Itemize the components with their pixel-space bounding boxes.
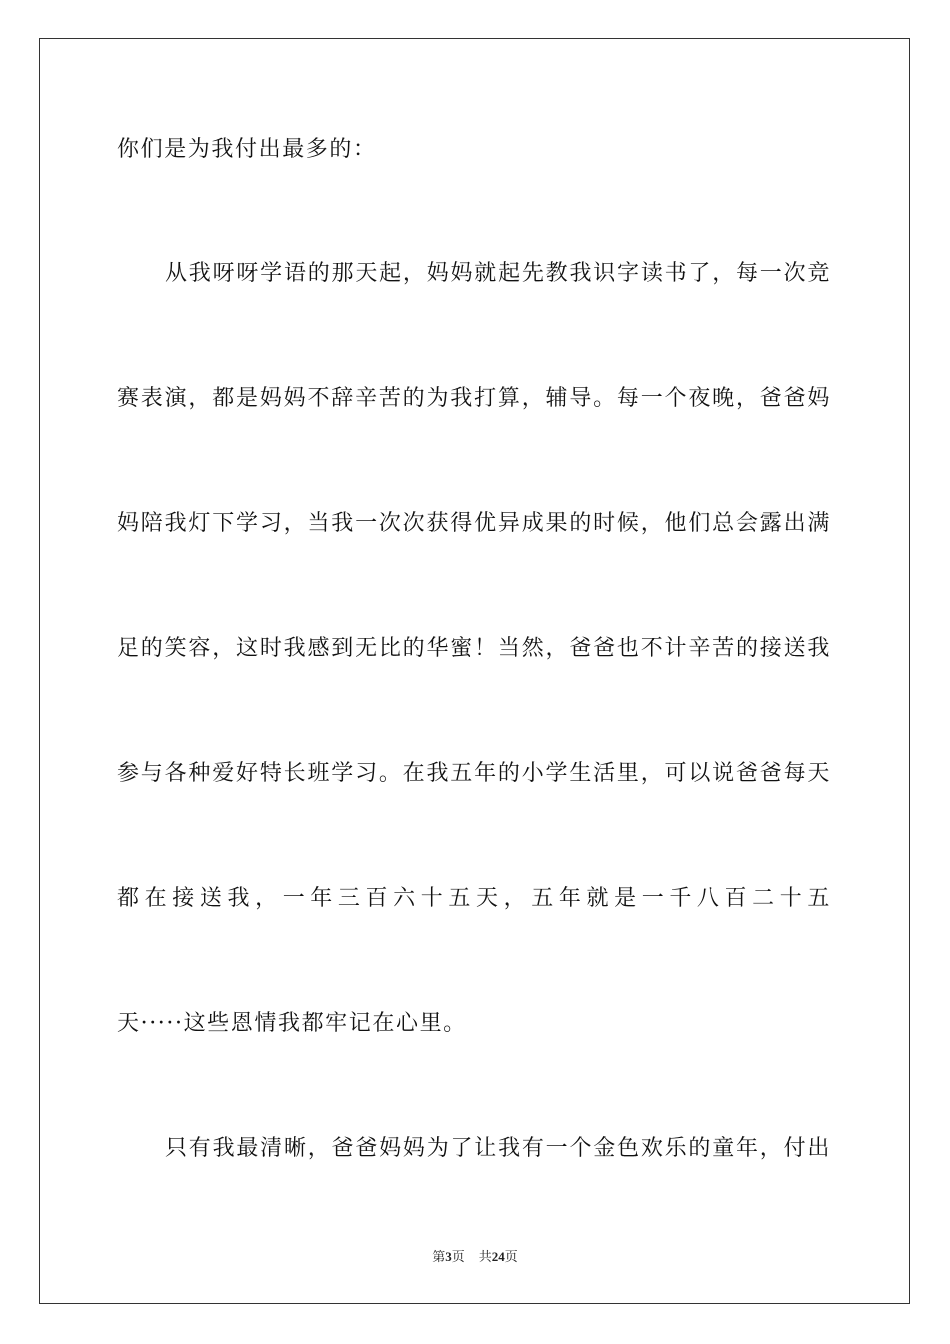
text-line-2: 从我呀呀学语的那天起，妈妈就起先教我识字读书了，每一次竞 (165, 261, 831, 286)
text-line-9: 只有我最清晰，爸爸妈妈为了让我有一个金色欢乐的童年，付出 (165, 1136, 831, 1161)
page-prefix: 第 (432, 1249, 446, 1264)
page-suffix: 页 (451, 1249, 465, 1264)
text-line-8: 天·····这些恩情我都牢记在心里。 (117, 1011, 467, 1036)
text-line-7: 都在接送我，一年三百六十五天，五年就是一千八百二十五 (117, 886, 831, 911)
text-line-3: 赛表演，都是妈妈不辞辛苦的为我打算，辅导。每一个夜晚，爸爸妈 (117, 386, 831, 411)
page-footer (0, 1248, 950, 1266)
text-line-1: 你们是为我付出最多的： (117, 137, 377, 162)
page-border (39, 38, 910, 1304)
text-line-4: 妈陪我灯下学习，当我一次次获得优异成果的时候，他们总会露出满 (117, 511, 831, 536)
total-prefix: 共 (478, 1249, 492, 1264)
page-number: 3 (445, 1249, 452, 1264)
total-pages: 24 (491, 1249, 505, 1264)
total-suffix: 页 (504, 1249, 518, 1264)
text-line-6: 参与各种爱好特长班学习。在我五年的小学生活里，可以说爸爸每天 (117, 761, 831, 786)
text-line-5: 足的笑容，这时我感到无比的华蜜！当然，爸爸也不计辛苦的接送我 (117, 636, 831, 661)
